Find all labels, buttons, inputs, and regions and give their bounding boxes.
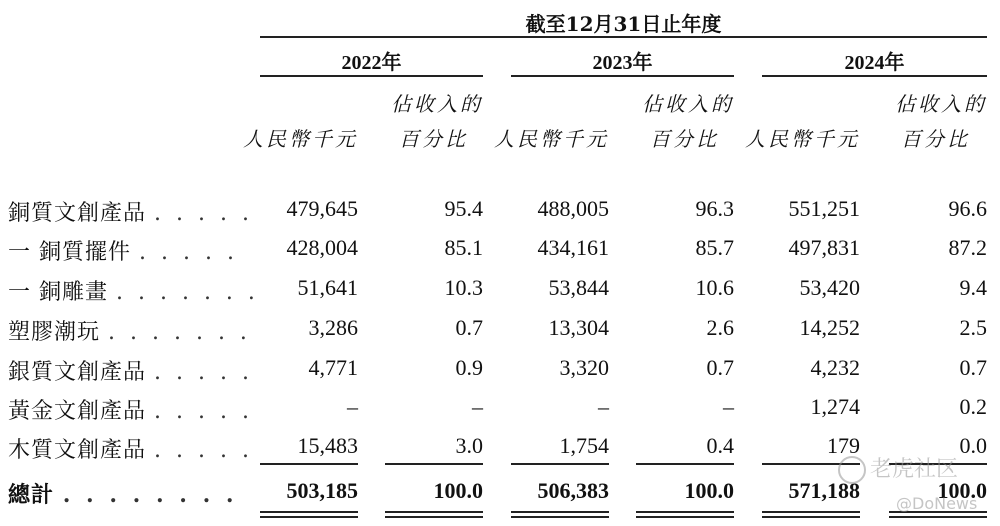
subtotal-rule-2023-amount bbox=[511, 463, 609, 465]
pct-header-line2-2022: 百分比 bbox=[399, 127, 468, 151]
cell-pct-2022: – bbox=[472, 394, 483, 419]
cell-pct-2022: 3.0 bbox=[455, 433, 483, 458]
cell-pct-2022: 0.7 bbox=[455, 315, 483, 340]
period-header: 截至12月31日止年度 bbox=[525, 12, 722, 36]
subtotal-rule-2023-pct bbox=[636, 463, 734, 465]
total-pct-2022: 100.0 bbox=[433, 478, 483, 503]
period-rule bbox=[260, 36, 987, 38]
pct-header-line2-2023: 百分比 bbox=[650, 127, 719, 151]
year-2023: 2023年 bbox=[592, 52, 653, 74]
double-rule-top-2022-amount bbox=[260, 511, 358, 513]
cell-amount-2022: 479,645 bbox=[286, 196, 358, 221]
double-rule-bottom-2023-pct bbox=[636, 516, 734, 518]
double-rule-bottom-2022-amount bbox=[260, 516, 358, 518]
double-rule-bottom-2022-pct bbox=[385, 516, 483, 518]
cell-amount-2023: – bbox=[598, 394, 609, 419]
cell-amount-2023: 434,161 bbox=[537, 235, 609, 260]
amount-header-2024: 人民幣千元 bbox=[745, 127, 860, 151]
amount-header-2023: 人民幣千元 bbox=[494, 127, 609, 151]
cell-amount-2022: 3,286 bbox=[308, 315, 358, 340]
row-label: 黃金文創產品 . . . . . bbox=[8, 399, 253, 424]
year-rule-2022 bbox=[260, 75, 483, 77]
year-rule-2024 bbox=[762, 75, 987, 77]
total-amount-2022: 503,185 bbox=[286, 478, 358, 503]
pct-header-line2-2024: 百分比 bbox=[901, 127, 970, 151]
cell-pct-2024: 0.7 bbox=[959, 355, 987, 380]
row-label: 一 銅質擺件 . . . . . bbox=[8, 240, 238, 265]
cell-pct-2023: 0.7 bbox=[706, 355, 734, 380]
year-2024: 2024年 bbox=[844, 52, 905, 74]
row-label: 木質文創產品 . . . . . bbox=[8, 438, 253, 463]
cell-pct-2022: 95.4 bbox=[444, 196, 483, 221]
total-amount-2023: 506,383 bbox=[537, 478, 609, 503]
cell-pct-2023: 2.6 bbox=[706, 315, 734, 340]
total-pct-2023: 100.0 bbox=[684, 478, 734, 503]
pct-header-line1-2022: 佔收入的 bbox=[391, 92, 483, 116]
cell-pct-2024: 0.0 bbox=[959, 433, 987, 458]
double-rule-bottom-2024-pct bbox=[889, 516, 987, 518]
cell-pct-2023: 0.4 bbox=[706, 433, 734, 458]
cell-amount-2022: 428,004 bbox=[286, 235, 358, 260]
amount-header-2022: 人民幣千元 bbox=[243, 127, 358, 151]
subtotal-rule-2022-pct bbox=[385, 463, 483, 465]
double-rule-top-2023-pct bbox=[636, 511, 734, 513]
year-2022: 2022年 bbox=[341, 52, 402, 74]
cell-amount-2023: 53,844 bbox=[548, 275, 609, 300]
cell-amount-2023: 3,320 bbox=[559, 355, 609, 380]
total-pct-2024: 100.0 bbox=[937, 478, 987, 503]
double-rule-bottom-2023-amount bbox=[511, 516, 609, 518]
year-rule-2023 bbox=[511, 75, 734, 77]
cell-pct-2022: 10.3 bbox=[444, 275, 483, 300]
pct-header-line1-2023: 佔收入的 bbox=[642, 92, 734, 116]
cell-pct-2024: 2.5 bbox=[959, 315, 987, 340]
cell-amount-2023: 1,754 bbox=[559, 433, 609, 458]
cell-amount-2022: – bbox=[347, 394, 358, 419]
cell-pct-2023: – bbox=[723, 394, 734, 419]
row-label: 銅質文創產品 . . . . . bbox=[8, 201, 253, 226]
cell-amount-2024: 1,274 bbox=[810, 394, 860, 419]
cell-pct-2024: 0.2 bbox=[959, 394, 987, 419]
cell-pct-2022: 85.1 bbox=[444, 235, 483, 260]
cell-amount-2022: 15,483 bbox=[297, 433, 358, 458]
cell-pct-2023: 96.3 bbox=[695, 196, 734, 221]
pct-header-line1-2024: 佔收入的 bbox=[895, 92, 987, 116]
row-label: 銀質文創產品 . . . . . bbox=[8, 360, 253, 385]
cell-amount-2022: 4,771 bbox=[308, 355, 358, 380]
cell-pct-2024: 9.4 bbox=[959, 275, 987, 300]
cell-amount-2023: 488,005 bbox=[537, 196, 609, 221]
cell-amount-2024: 179 bbox=[827, 433, 860, 458]
double-rule-top-2022-pct bbox=[385, 511, 483, 513]
cell-amount-2024: 551,251 bbox=[788, 196, 860, 221]
cell-amount-2024: 53,420 bbox=[799, 275, 860, 300]
cell-pct-2024: 96.6 bbox=[948, 196, 987, 221]
cell-pct-2022: 0.9 bbox=[455, 355, 483, 380]
paw-icon bbox=[838, 456, 866, 484]
cell-pct-2024: 87.2 bbox=[948, 235, 987, 260]
cell-amount-2022: 51,641 bbox=[297, 275, 358, 300]
cell-amount-2024: 14,252 bbox=[799, 315, 860, 340]
cell-pct-2023: 10.6 bbox=[695, 275, 734, 300]
cell-amount-2024: 4,232 bbox=[810, 355, 860, 380]
row-label: 塑膠潮玩 . . . . . . . bbox=[8, 320, 251, 345]
double-rule-top-2024-amount bbox=[762, 511, 860, 513]
row-label: 一 銅雕畫 . . . . . . . bbox=[8, 280, 259, 305]
double-rule-bottom-2024-amount bbox=[762, 516, 860, 518]
total-amount-2024: 571,188 bbox=[788, 478, 860, 503]
cell-amount-2024: 497,831 bbox=[788, 235, 860, 260]
total-label: 總計 . . . . . . . . bbox=[8, 482, 238, 508]
watermark-handle: @DoNews bbox=[896, 494, 978, 513]
cell-amount-2023: 13,304 bbox=[548, 315, 609, 340]
cell-pct-2023: 85.7 bbox=[695, 235, 734, 260]
double-rule-top-2023-amount bbox=[511, 511, 609, 513]
watermark: 老虎社区 bbox=[838, 452, 958, 484]
subtotal-rule-2022-amount bbox=[260, 463, 358, 465]
